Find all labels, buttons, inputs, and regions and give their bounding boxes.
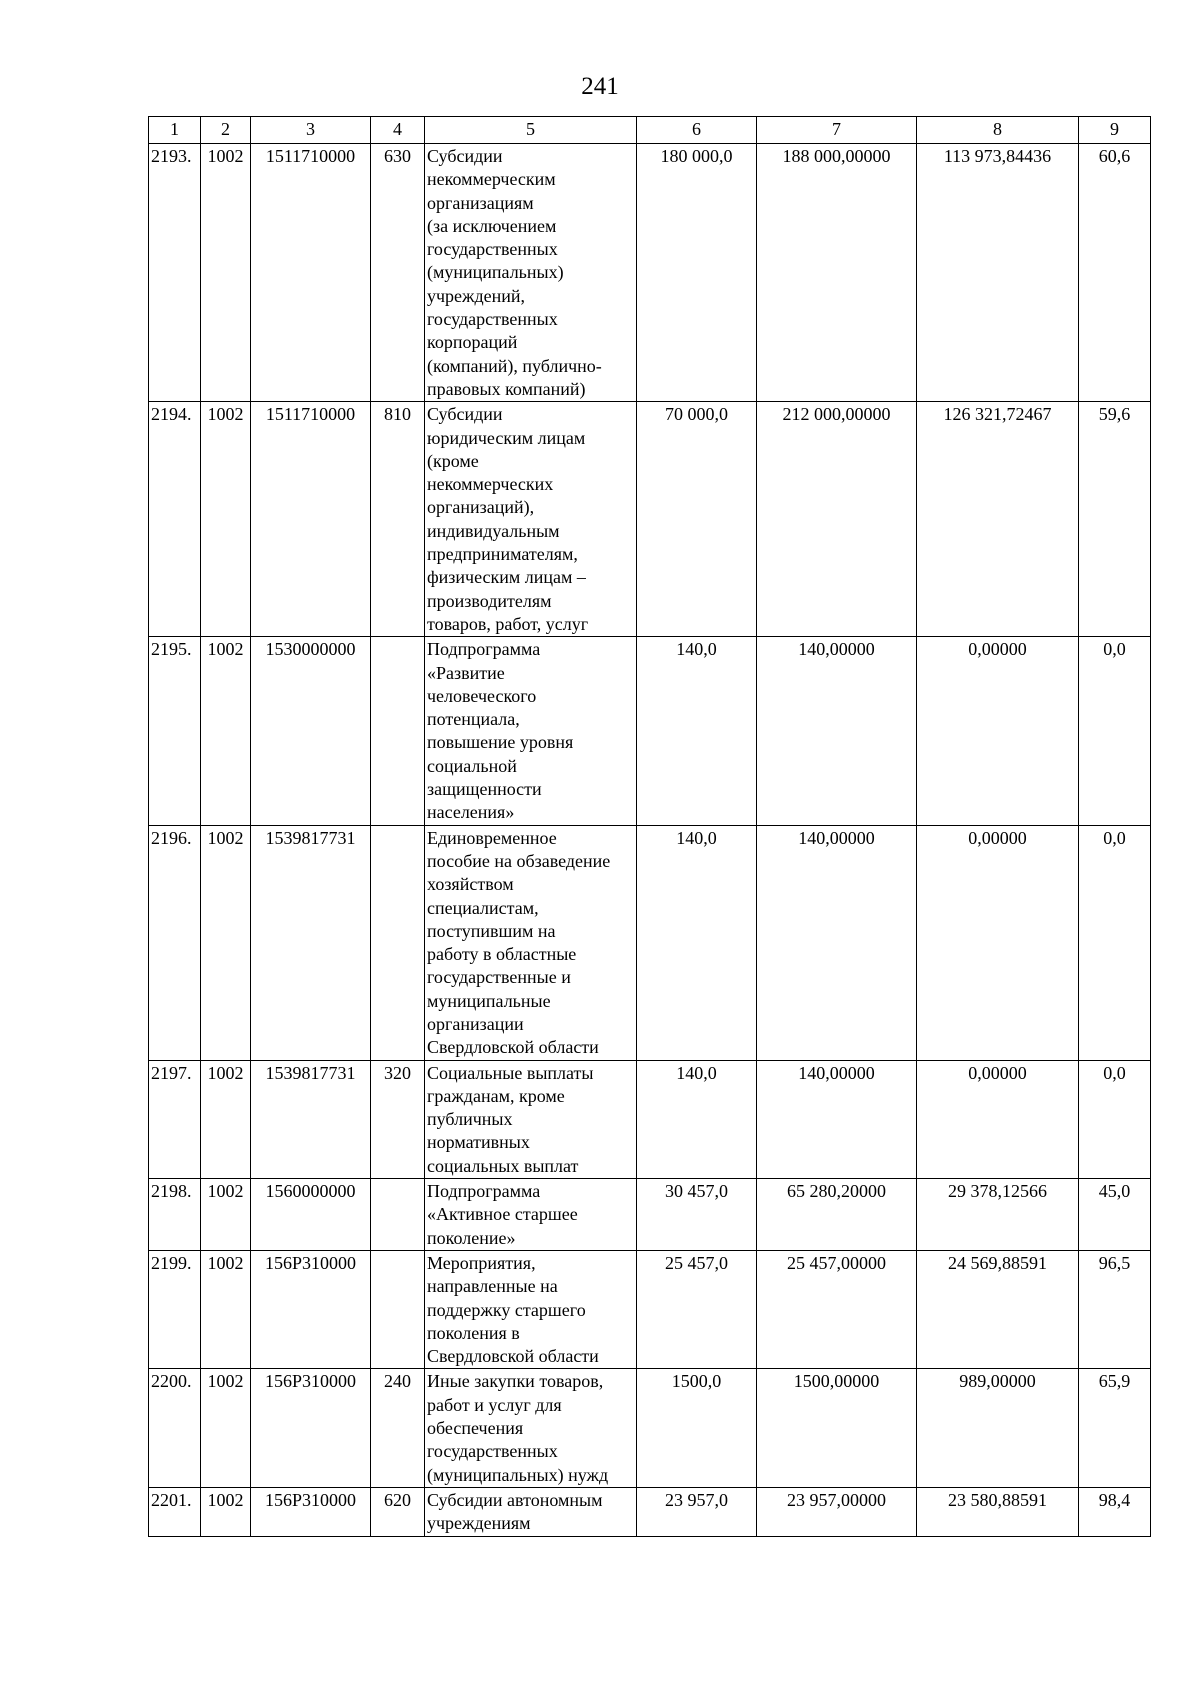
expense-type-code: 320 xyxy=(371,1060,425,1178)
header-cell: 2 xyxy=(201,117,251,144)
header-cell: 1 xyxy=(149,117,201,144)
section-code: 1002 xyxy=(201,144,251,402)
expense-type-code: 240 xyxy=(371,1369,425,1487)
table-row xyxy=(149,1250,1151,1368)
value-col-8: 24 569,88591 xyxy=(917,1250,1079,1368)
header-cell: 3 xyxy=(251,117,371,144)
table-row xyxy=(149,1060,1151,1178)
header-cell: 8 xyxy=(917,117,1079,144)
expense-type-code xyxy=(371,637,425,825)
target-article-code: 1560000000 xyxy=(251,1179,371,1251)
value-col-7: 188 000,00000 xyxy=(757,144,917,402)
target-article-code: 1539817731 xyxy=(251,825,371,1060)
table-row xyxy=(149,1487,1151,1536)
section-code: 1002 xyxy=(201,1250,251,1368)
item-name: Подпрограмма «Активное старшее поколение» xyxy=(425,1179,637,1251)
item-name: Мероприятия, направленные на поддержку старшего поколения в Свердловской области xyxy=(425,1250,637,1368)
value-col-7: 140,00000 xyxy=(757,1060,917,1178)
value-col-8: 0,00000 xyxy=(917,825,1079,1060)
value-col-8: 29 378,12566 xyxy=(917,1179,1079,1251)
value-col-6: 180 000,0 xyxy=(637,144,757,402)
value-col-9: 60,6 xyxy=(1079,144,1151,402)
section-code: 1002 xyxy=(201,1487,251,1536)
value-col-6: 140,0 xyxy=(637,825,757,1060)
value-col-6: 23 957,0 xyxy=(637,1487,757,1536)
row-number: 2200. xyxy=(149,1369,201,1487)
value-col-7: 25 457,00000 xyxy=(757,1250,917,1368)
expense-type-code xyxy=(371,1179,425,1251)
row-number: 2196. xyxy=(149,825,201,1060)
item-name: Субсидии юридическим лицам (кроме некоммерческих организаций), индивидуальным предпринимателям, физическим лицам – производителям товаров, работ, услуг xyxy=(425,402,637,637)
item-name: Подпрограмма «Развитие человеческого потенциала, повышение уровня социальной защищенности населения» xyxy=(425,637,637,825)
budget-table xyxy=(148,116,1151,1537)
value-col-6: 70 000,0 xyxy=(637,402,757,637)
target-article-code: 1511710000 xyxy=(251,144,371,402)
item-name: Социальные выплаты гражданам, кроме публичных нормативных социальных выплат xyxy=(425,1060,637,1178)
row-number: 2199. xyxy=(149,1250,201,1368)
table-row xyxy=(149,144,1151,402)
table-row xyxy=(149,637,1151,825)
header-cell: 5 xyxy=(425,117,637,144)
table-body xyxy=(149,144,1151,1537)
value-col-9: 96,5 xyxy=(1079,1250,1151,1368)
item-name: Единовременное пособие на обзаведение хозяйством специалистам, поступившим на работу в областные государственные и муниципальные организации Свердловской области xyxy=(425,825,637,1060)
expense-type-code: 620 xyxy=(371,1487,425,1536)
row-number: 2194. xyxy=(149,402,201,637)
section-code: 1002 xyxy=(201,402,251,637)
value-col-6: 1500,0 xyxy=(637,1369,757,1487)
row-number: 2195. xyxy=(149,637,201,825)
table-row xyxy=(149,825,1151,1060)
section-code: 1002 xyxy=(201,1179,251,1251)
value-col-8: 0,00000 xyxy=(917,637,1079,825)
value-col-7: 23 957,00000 xyxy=(757,1487,917,1536)
target-article-code: 1511710000 xyxy=(251,402,371,637)
page-number: 241 xyxy=(581,73,619,100)
value-col-7: 1500,00000 xyxy=(757,1369,917,1487)
target-article-code: 1530000000 xyxy=(251,637,371,825)
table-row xyxy=(149,402,1151,637)
expense-type-code: 630 xyxy=(371,144,425,402)
value-col-9: 45,0 xyxy=(1079,1179,1151,1251)
section-code: 1002 xyxy=(201,637,251,825)
target-article-code: 156P310000 xyxy=(251,1487,371,1536)
target-article-code: 1539817731 xyxy=(251,1060,371,1178)
row-number: 2201. xyxy=(149,1487,201,1536)
value-col-9: 0,0 xyxy=(1079,825,1151,1060)
header-cell: 9 xyxy=(1079,117,1151,144)
value-col-8: 0,00000 xyxy=(917,1060,1079,1178)
row-number: 2193. xyxy=(149,144,201,402)
target-article-code: 156P310000 xyxy=(251,1369,371,1487)
header-cell: 6 xyxy=(637,117,757,144)
value-col-7: 212 000,00000 xyxy=(757,402,917,637)
table-row xyxy=(149,1369,1151,1487)
value-col-7: 140,00000 xyxy=(757,637,917,825)
value-col-6: 140,0 xyxy=(637,637,757,825)
item-name: Субсидии автономным учреждениям xyxy=(425,1487,637,1536)
value-col-9: 0,0 xyxy=(1079,637,1151,825)
expense-type-code xyxy=(371,825,425,1060)
value-col-9: 0,0 xyxy=(1079,1060,1151,1178)
header-cell: 7 xyxy=(757,117,917,144)
row-number: 2197. xyxy=(149,1060,201,1178)
section-code: 1002 xyxy=(201,1060,251,1178)
value-col-6: 140,0 xyxy=(637,1060,757,1178)
table-row xyxy=(149,1179,1151,1251)
expense-type-code: 810 xyxy=(371,402,425,637)
value-col-8: 23 580,88591 xyxy=(917,1487,1079,1536)
value-col-9: 59,6 xyxy=(1079,402,1151,637)
header-row xyxy=(149,117,1151,144)
row-number: 2198. xyxy=(149,1179,201,1251)
table-header xyxy=(149,117,1151,144)
target-article-code: 156P310000 xyxy=(251,1250,371,1368)
value-col-9: 65,9 xyxy=(1079,1369,1151,1487)
expense-type-code xyxy=(371,1250,425,1368)
item-name: Иные закупки товаров, работ и услуг для обеспечения государственных (муниципальных) нужд xyxy=(425,1369,637,1487)
item-name: Субсидии некоммерческим организациям (за исключением государственных (муниципальных) учреждений, государственных корпораций (компаний), публично- правовых компаний) xyxy=(425,144,637,402)
section-code: 1002 xyxy=(201,825,251,1060)
value-col-8: 126 321,72467 xyxy=(917,402,1079,637)
value-col-7: 140,00000 xyxy=(757,825,917,1060)
value-col-9: 98,4 xyxy=(1079,1487,1151,1536)
value-col-6: 30 457,0 xyxy=(637,1179,757,1251)
value-col-7: 65 280,20000 xyxy=(757,1179,917,1251)
value-col-6: 25 457,0 xyxy=(637,1250,757,1368)
value-col-8: 113 973,84436 xyxy=(917,144,1079,402)
value-col-8: 989,00000 xyxy=(917,1369,1079,1487)
header-cell: 4 xyxy=(371,117,425,144)
section-code: 1002 xyxy=(201,1369,251,1487)
